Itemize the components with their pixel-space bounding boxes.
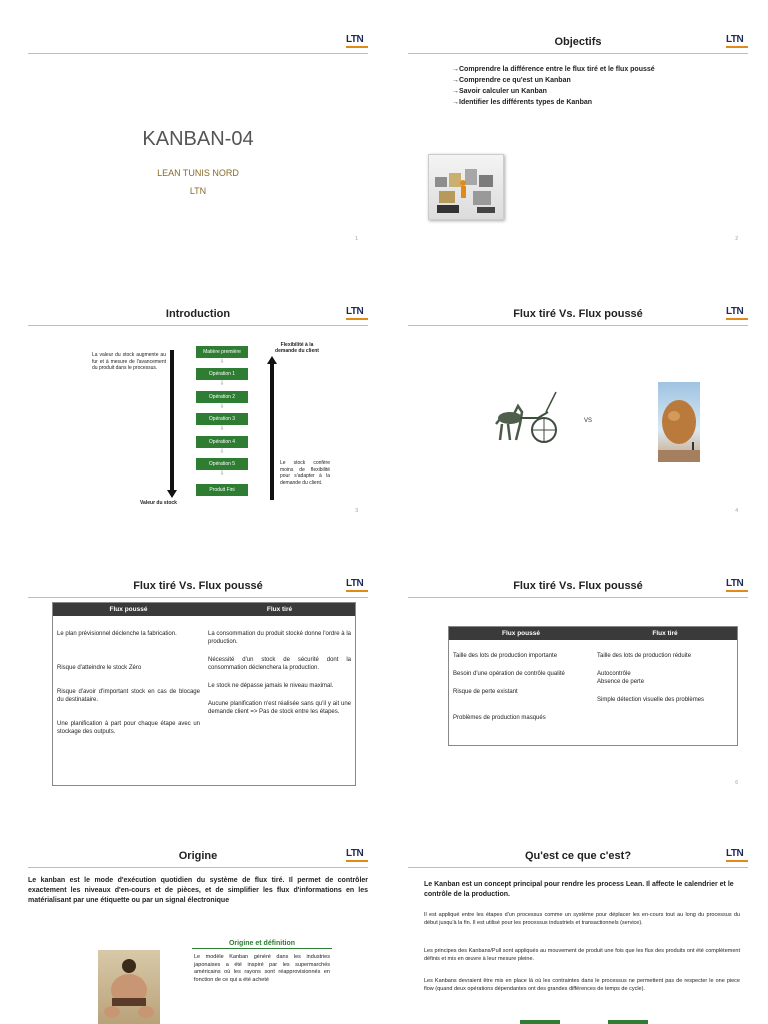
vs-label: VS	[584, 418, 593, 424]
objective-3: →Savoir calculer un Kanban	[452, 88, 547, 95]
page-number: 4	[735, 508, 738, 514]
sumo-image	[98, 950, 160, 1024]
col-header-tire: Flux tiré	[593, 627, 737, 640]
pousse-cell: Le plan prévisionnel déclenche la fabrication. Risque d'atteindre le stock Zéro Risque d'avoir d'important stock en cas de blocage du destinataire. Une planification à part pour chaque étape avec un stockage des outputs.	[57, 631, 200, 735]
comparison-table	[448, 626, 738, 746]
paragraph-3: Les Kanbans devraient être mis en place là où les contraintes dans le processus ne permettent pas de respecter le one piece flow (quand deux opérations dépendantes ont des grandes différences de temps de cycle).	[424, 978, 740, 992]
ltn-logo: LTN	[346, 848, 368, 866]
slide-4-flux-images	[408, 292, 748, 520]
op-4: Opération 4	[196, 436, 248, 448]
slide-6-comparison-table	[408, 564, 748, 792]
slide-8-quest-ce-que-cest	[408, 834, 748, 1024]
ltn-logo: LTN	[346, 34, 368, 52]
stock-value-arrow	[170, 350, 174, 492]
tire-cell: La consommation du produit stocké donne l'ordre à la production. Nécessité d'un stock de sécurité dont la consommation déclenchera la production. Le stock ne dépasse jamais le niveau maximal. Aucune planification n'est réalisée sans qu'il y ait une demande client => Pas de stock entre les étapes.	[208, 631, 351, 715]
cover-subtitle-1: LEAN TUNIS NORD	[157, 168, 239, 178]
origine-subtitle: Origine et définition	[192, 940, 332, 949]
objective-4: →Identifier les différents types de Kanban	[452, 99, 593, 106]
slide-title: Flux tiré Vs. Flux poussé	[133, 580, 263, 592]
flexibility-arrow	[270, 364, 274, 500]
paragraph-2: Les principes des Kanbans/Pull sont appliqués au mouvement de produit une fois que les flux des produits ont été complètement définis et mis en œuvre à leur mesure pleine.	[424, 948, 740, 962]
right-note: Le stock confère moins de flexibilité pour s'adapter à la demande du client.	[280, 460, 330, 486]
ltn-logo: LTN	[726, 578, 748, 596]
origine-intro: Le kanban est le mode d'exécution quotidien du système de flux tiré. Il permet de contrôler exactement les niveaux d'en-cours et de pièces, et de simplifier les flux d'informations en les matérialisant par une étiquette ou par un signal électronique	[28, 877, 368, 904]
ltn-logo: LTN	[726, 848, 748, 866]
slide-5-comparison-table	[28, 564, 368, 792]
slide-header	[28, 578, 368, 598]
tire-cell: Taille des lots de production réduite Autocontrôle Absence de perte Simple détection visuelle des problèmes	[597, 653, 705, 703]
stock-value-arrowhead	[167, 490, 177, 498]
objective-1: →Comprendre la différence entre le flux tiré et le flux poussé	[452, 66, 655, 73]
chariot-image	[490, 384, 562, 448]
down-arrow-icon: ⇩	[219, 426, 225, 432]
comparison-table	[52, 602, 356, 786]
down-arrow-icon: ⇩	[219, 381, 225, 387]
slide-header	[408, 34, 748, 54]
down-arrow-icon: ⇩	[219, 359, 225, 365]
paragraph-1: Il est appliqué entre les étapes d'un processus comme un système pour déplacer les en-cours tout au long du processus du début jusqu'à la fin. Il est utilisé pour les processus industriels et transactionnels (service).	[424, 912, 740, 926]
boulder-image	[658, 382, 700, 462]
slide-3-introduction	[28, 292, 368, 520]
slide-header	[408, 848, 748, 868]
op-1: Opération 1	[196, 368, 248, 380]
slide-header	[408, 578, 748, 598]
warehouse-image	[428, 154, 504, 220]
col-header-pousse: Flux poussé	[449, 627, 593, 640]
ltn-logo: LTN	[346, 578, 368, 596]
slide-2-objectifs	[408, 20, 748, 248]
ltn-logo: LTN	[726, 34, 748, 52]
page-number: 3	[355, 508, 358, 514]
lead-paragraph: Le Kanban est un concept principal pour rendre les process Lean. Il affecte le calendrier et le contrôle de la production.	[424, 881, 734, 898]
cover-subtitle-2: LTN	[189, 186, 207, 196]
slide-title: Introduction	[165, 308, 231, 320]
objective-2: →Comprendre ce qu'est un Kanban	[452, 77, 571, 84]
pousse-cell: Taille des lots de production importante Besoin d'une opération de contrôle qualité Risque de perte existant Problèmes de production masqués	[453, 653, 565, 721]
slide-title: Flux tiré Vs. Flux poussé	[513, 308, 643, 320]
col-header-pousse: Flux poussé	[53, 603, 204, 616]
op-produit-fini: Produit Fini	[196, 484, 248, 496]
down-arrow-icon: ⇩	[219, 404, 225, 410]
stock-value-label: Valeur du stock	[140, 500, 177, 506]
page-number: 2	[735, 236, 738, 242]
process-flow	[196, 346, 248, 506]
op-matiere-premiere: Matière première	[196, 346, 248, 358]
down-arrow-icon: ⇩	[219, 449, 225, 455]
slide-1-cover	[28, 20, 368, 248]
green-shape-1	[520, 1020, 560, 1024]
ltn-logo: LTN	[346, 306, 368, 324]
slide-title: Flux tiré Vs. Flux poussé	[513, 580, 643, 592]
op-2: Opération 2	[196, 391, 248, 403]
slide-header	[408, 306, 748, 326]
op-5: Opération 5	[196, 458, 248, 470]
col-header-tire: Flux tiré	[204, 603, 355, 616]
slide-header	[28, 848, 368, 868]
page-number: 6	[735, 780, 738, 786]
op-3: Opération 3	[196, 413, 248, 425]
slide-header	[28, 34, 368, 54]
ltn-logo: LTN	[726, 306, 748, 324]
down-arrow-icon: ⇩	[219, 471, 225, 477]
slide-title: Objectifs	[554, 36, 602, 48]
origine-definition: Le modèle Kanban généré dans les industries japonaises a été inspiré par les supermarchés américains où les rayons sont réapprovisionnés en fonction de ce qui a été acheté	[194, 954, 330, 983]
page-number: 1	[355, 236, 358, 242]
slide-header	[28, 306, 368, 326]
left-note: La valeur du stock augmente au fur et à mesure de l'avancement du produit dans le processus.	[92, 352, 166, 371]
flexibility-label: Flexibilité à la demande du client	[275, 342, 319, 354]
green-shape-2	[608, 1020, 648, 1024]
slide-title: Qu'est ce que c'est?	[524, 850, 632, 862]
cover-title: KANBAN-04	[142, 128, 254, 150]
objectives-list	[452, 64, 655, 108]
flexibility-arrowhead	[267, 356, 277, 364]
slide-7-origine	[28, 834, 368, 1024]
slide-title: Origine	[178, 850, 218, 862]
